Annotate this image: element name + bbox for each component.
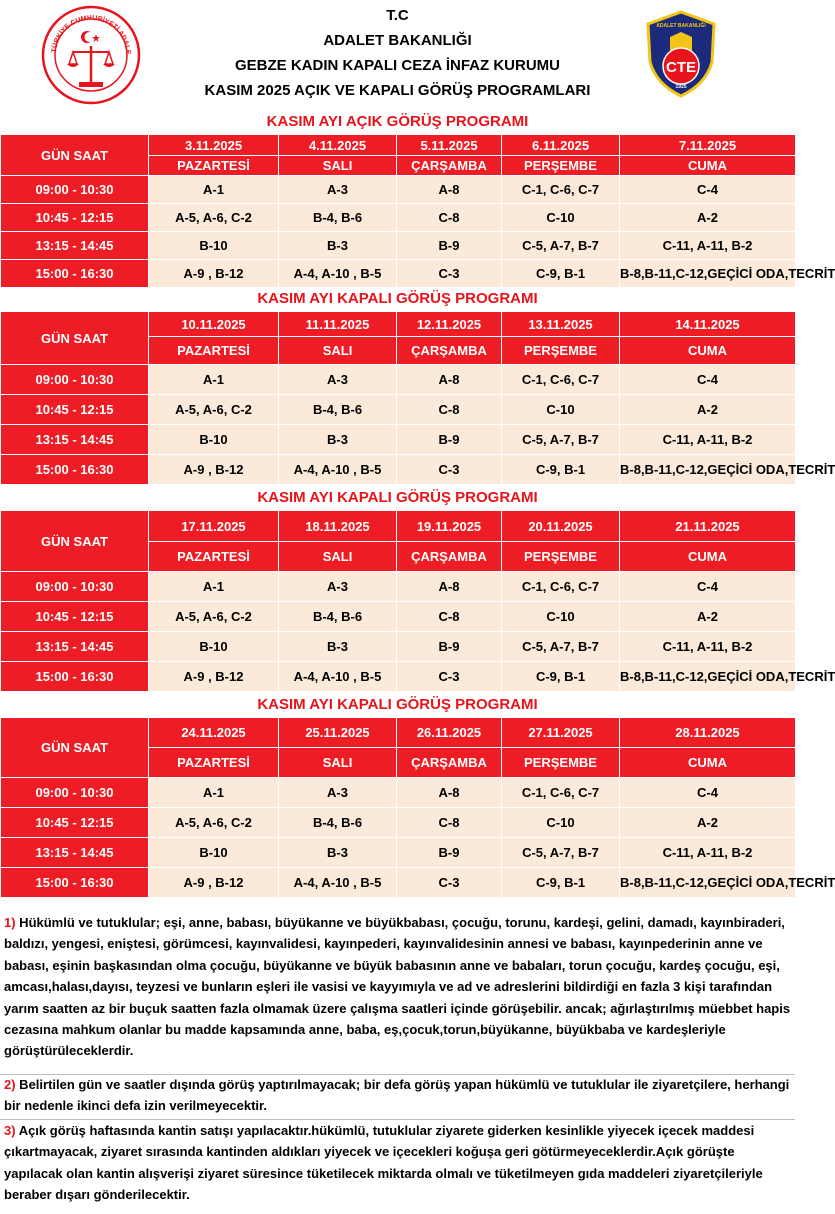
- schedule-table: [0, 510, 835, 692]
- day-header: CUMA: [620, 748, 796, 778]
- table-row: [1, 204, 796, 232]
- date-header: 17.11.2025: [149, 511, 279, 542]
- ward-cell: B-10: [149, 425, 279, 455]
- badge-cte-text: CTE: [666, 59, 696, 76]
- ward-cell: B-8,B-11,C-12,GEÇİCİ ODA,TECRİT: [620, 260, 796, 288]
- ward-cell: A-3: [279, 778, 397, 808]
- date-header: 7.11.2025: [620, 135, 796, 156]
- note-number: 1): [4, 915, 16, 930]
- time-slot-cell: 10:45 - 12:15: [1, 395, 149, 425]
- ward-cell: B-9: [397, 425, 502, 455]
- ward-cell: B-10: [149, 632, 279, 662]
- day-header: PAZARTESİ: [149, 542, 279, 572]
- page-header: [0, 0, 795, 108]
- ward-cell: B-10: [149, 232, 279, 260]
- schedule-table: [0, 717, 835, 898]
- time-slot-cell: 13:15 - 14:45: [1, 425, 149, 455]
- schedule-table: [0, 134, 835, 288]
- day-header: PAZARTESİ: [149, 337, 279, 365]
- ward-cell: B-10: [149, 838, 279, 868]
- note-text: Hükümlü ve tutuklular; eşi, anne, babası, büyükanne ve büyükbabası, çocuğu, torunu, kardeşi, gelini, damadı, kayınbiraderi, baldızı, yengesi, eniştesi, görümcesi, kayınvalidesi, kayınpederi, kayınvalidesinin annesi ve babası, kayınpederinin anne ve babası, eşinin başkasından olma çocuğu, büyükanne ve büyük babasının anne ve babaları, torun çocuğu, kardeş çocuğu, eşi, amcası,halası,dayısı, teyzesi ve bunların eşleri ile vasisi ve kayyımıyla ve ad ve adreslerini bildirdiği en fazla 3 kişi tarafından yarım saatten az bir buçuk saatten fazla olmamak üzere çalışma saatleri içinde görüşebilir. ancak; ağırlaştırılmış müebbet hapis cezasına mahkum olanlar bu madde kapsamında anne, baba, eş,çocuk,torun,büyükanne, büyükbaba ve kardeşleriyle görüştürüleceklerdir.: [4, 915, 791, 1059]
- ward-cell: B-9: [397, 232, 502, 260]
- table-row: [1, 602, 796, 632]
- ward-cell: A-8: [397, 365, 502, 395]
- ward-cell: A-5, A-6, C-2: [149, 808, 279, 838]
- time-slot-cell: 15:00 - 16:30: [1, 260, 149, 288]
- day-header: CUMA: [620, 542, 796, 572]
- ward-cell: C-10: [502, 602, 620, 632]
- ward-cell: C-4: [620, 572, 796, 602]
- table-row: [1, 868, 796, 898]
- seal-text: TÜRKİYE CUMHURİYETİ ADALE: [51, 14, 132, 55]
- ward-cell: A-9 , B-12: [149, 455, 279, 485]
- ward-cell: B-8,B-11,C-12,GEÇİCİ ODA,TECRİT: [620, 662, 796, 692]
- ward-cell: C-4: [620, 176, 796, 204]
- ward-cell: A-4, A-10 , B-5: [279, 662, 397, 692]
- ward-cell: B-8,B-11,C-12,GEÇİCİ ODA,TECRİT: [620, 455, 796, 485]
- ward-cell: C-10: [502, 395, 620, 425]
- day-header: PAZARTESİ: [149, 156, 279, 176]
- date-header: 13.11.2025: [502, 312, 620, 337]
- time-slot-cell: 09:00 - 10:30: [1, 572, 149, 602]
- time-slot-cell: 13:15 - 14:45: [1, 632, 149, 662]
- ward-cell: C-11, A-11, B-2: [620, 425, 796, 455]
- day-header: ÇARŞAMBA: [397, 748, 502, 778]
- date-header: 25.11.2025: [279, 718, 397, 748]
- ward-cell: B-4, B-6: [279, 395, 397, 425]
- table-row: [1, 260, 796, 288]
- table-row: [1, 778, 796, 808]
- note-number: 2): [4, 1077, 16, 1092]
- ward-cell: C-9, B-1: [502, 868, 620, 898]
- ward-cell: C-3: [397, 662, 502, 692]
- date-header: 19.11.2025: [397, 511, 502, 542]
- date-header-row: [1, 511, 796, 542]
- table-row: [1, 838, 796, 868]
- day-header: PERŞEMBE: [502, 748, 620, 778]
- day-header: SALI: [279, 156, 397, 176]
- day-header: ÇARŞAMBA: [397, 337, 502, 365]
- ward-cell: C-1, C-6, C-7: [502, 176, 620, 204]
- date-header: 28.11.2025: [620, 718, 796, 748]
- ward-cell: A-2: [620, 204, 796, 232]
- date-header: 12.11.2025: [397, 312, 502, 337]
- ward-cell: C-3: [397, 868, 502, 898]
- table-row: [1, 572, 796, 602]
- ward-cell: A-4, A-10 , B-5: [279, 260, 397, 288]
- ward-cell: B-3: [279, 425, 397, 455]
- ward-cell: A-4, A-10 , B-5: [279, 868, 397, 898]
- ward-cell: A-1: [149, 176, 279, 204]
- time-slot-cell: 13:15 - 14:45: [1, 838, 149, 868]
- day-header: SALI: [279, 542, 397, 572]
- ward-cell: A-5, A-6, C-2: [149, 395, 279, 425]
- time-slot-cell: 13:15 - 14:45: [1, 232, 149, 260]
- day-header: PERŞEMBE: [502, 337, 620, 365]
- header-line-institution: GEBZE KADIN KAPALI CEZA İNFAZ KURUMU: [235, 57, 560, 74]
- ward-cell: C-11, A-11, B-2: [620, 632, 796, 662]
- date-header: 18.11.2025: [279, 511, 397, 542]
- corner-header: GÜN SAAT: [1, 312, 149, 365]
- date-header: 26.11.2025: [397, 718, 502, 748]
- header-line-program-title: KASIM 2025 AÇIK VE KAPALI GÖRÜŞ PROGRAMLARI: [204, 82, 591, 99]
- ward-cell: A-2: [620, 395, 796, 425]
- time-slot-cell: 09:00 - 10:30: [1, 778, 149, 808]
- table-row: [1, 455, 796, 485]
- time-slot-cell: 09:00 - 10:30: [1, 176, 149, 204]
- section-title: KASIM AYI KAPALI GÖRÜŞ PROGRAMI: [0, 287, 795, 311]
- date-header: 10.11.2025: [149, 312, 279, 337]
- table-row: [1, 808, 796, 838]
- ward-cell: A-9 , B-12: [149, 868, 279, 898]
- date-header: 20.11.2025: [502, 511, 620, 542]
- day-header: ÇARŞAMBA: [397, 542, 502, 572]
- date-header: 3.11.2025: [149, 135, 279, 156]
- corner-header: GÜN SAAT: [1, 135, 149, 176]
- ward-cell: A-8: [397, 778, 502, 808]
- ward-cell: C-1, C-6, C-7: [502, 365, 620, 395]
- date-header: 21.11.2025: [620, 511, 796, 542]
- day-header: ÇARŞAMBA: [397, 156, 502, 176]
- ward-cell: B-4, B-6: [279, 204, 397, 232]
- note-text: Belirtilen gün ve saatler dışında görüş yaptırılmayacak; bir defa görüş yapan hükümlü ve tutuklular ile ziyaretçilere, herhangi bir nedenle ikinci defa izin verilmeyecektir.: [4, 1077, 790, 1114]
- ward-cell: A-9 , B-12: [149, 260, 279, 288]
- date-header-row: [1, 312, 796, 337]
- ward-cell: C-4: [620, 778, 796, 808]
- ward-cell: C-9, B-1: [502, 662, 620, 692]
- date-header: 14.11.2025: [620, 312, 796, 337]
- ward-cell: A-1: [149, 572, 279, 602]
- ward-cell: A-2: [620, 602, 796, 632]
- day-header: PERŞEMBE: [502, 542, 620, 572]
- table-row: [1, 232, 796, 260]
- ward-cell: A-3: [279, 572, 397, 602]
- ward-cell: C-11, A-11, B-2: [620, 838, 796, 868]
- time-slot-cell: 10:45 - 12:15: [1, 602, 149, 632]
- table-row: [1, 662, 796, 692]
- note-2: [4, 1074, 791, 1117]
- header-line-tc: T.C: [386, 7, 409, 24]
- corner-header: GÜN SAAT: [1, 718, 149, 778]
- section-title: KASIM AYI KAPALI GÖRÜŞ PROGRAMI: [0, 693, 795, 717]
- table-row: [1, 425, 796, 455]
- ward-cell: C-9, B-1: [502, 260, 620, 288]
- date-header-row: [1, 718, 796, 748]
- ward-cell: C-9, B-1: [502, 455, 620, 485]
- ward-cell: B-9: [397, 838, 502, 868]
- ward-cell: C-8: [397, 602, 502, 632]
- time-slot-cell: 15:00 - 16:30: [1, 868, 149, 898]
- day-header: CUMA: [620, 337, 796, 365]
- table-row: [1, 395, 796, 425]
- section-title: KASIM AYI AÇIK GÖRÜŞ PROGRAMI: [0, 110, 795, 134]
- ward-cell: A-8: [397, 572, 502, 602]
- day-header: SALI: [279, 337, 397, 365]
- date-header: 24.11.2025: [149, 718, 279, 748]
- ward-cell: C-8: [397, 808, 502, 838]
- table-row: [1, 632, 796, 662]
- ward-cell: C-1, C-6, C-7: [502, 572, 620, 602]
- ward-cell: C-10: [502, 808, 620, 838]
- day-header: SALI: [279, 748, 397, 778]
- ward-cell: B-8,B-11,C-12,GEÇİCİ ODA,TECRİT: [620, 868, 796, 898]
- time-slot-cell: 15:00 - 16:30: [1, 662, 149, 692]
- notes-section: [0, 898, 795, 1214]
- note-1: [4, 912, 791, 1062]
- ward-cell: B-3: [279, 232, 397, 260]
- time-slot-cell: 10:45 - 12:15: [1, 808, 149, 838]
- section-title: KASIM AYI KAPALI GÖRÜŞ PROGRAMI: [0, 486, 795, 510]
- ward-cell: C-5, A-7, B-7: [502, 232, 620, 260]
- ward-cell: B-4, B-6: [279, 808, 397, 838]
- schedule-table: [0, 311, 835, 485]
- date-header: 6.11.2025: [502, 135, 620, 156]
- date-header: 4.11.2025: [279, 135, 397, 156]
- note-text: Açık görüş haftasında kantin satışı yapılacaktır.hükümlü, tutuklular ziyarete giderken kesinlikle yiyecek içecek maddesi çıkartmayacak, ziyaret sırasında kantinden aldıkları yiyecek ve içecekleri koğuşa geri götürmeyeceklerdir.Açık görüşte yapılacak olan kantin alışverişi ziyaret süresince tüketilecek miktarda olmalı ve tüketilmeyen gıda maddeleri ziyaretçileriyle beraber dışarı gönderilecektir.: [4, 1123, 763, 1203]
- ward-cell: A-9 , B-12: [149, 662, 279, 692]
- table-row: [1, 365, 796, 395]
- ward-cell: A-5, A-6, C-2: [149, 602, 279, 632]
- date-header-row: [1, 135, 796, 156]
- day-header: CUMA: [620, 156, 796, 176]
- ward-cell: C-8: [397, 395, 502, 425]
- ward-cell: A-8: [397, 176, 502, 204]
- date-header: 11.11.2025: [279, 312, 397, 337]
- time-slot-cell: 15:00 - 16:30: [1, 455, 149, 485]
- ward-cell: A-1: [149, 778, 279, 808]
- ward-cell: B-3: [279, 632, 397, 662]
- ward-cell: C-10: [502, 204, 620, 232]
- note-3: [4, 1120, 791, 1206]
- ward-cell: C-5, A-7, B-7: [502, 838, 620, 868]
- ward-cell: C-5, A-7, B-7: [502, 632, 620, 662]
- ward-cell: B-4, B-6: [279, 602, 397, 632]
- cte-badge-logo: [646, 10, 716, 98]
- ward-cell: B-3: [279, 838, 397, 868]
- ward-cell: C-4: [620, 365, 796, 395]
- ward-cell: A-3: [279, 176, 397, 204]
- badge-top-text: ADALET BAKANLIĞI: [656, 23, 706, 29]
- corner-header: GÜN SAAT: [1, 511, 149, 572]
- header-line-ministry: ADALET BAKANLIĞI: [323, 32, 472, 49]
- ward-cell: C-8: [397, 204, 502, 232]
- note-number: 3): [4, 1123, 16, 1138]
- date-header: 5.11.2025: [397, 135, 502, 156]
- time-slot-cell: 10:45 - 12:15: [1, 204, 149, 232]
- ward-cell: A-1: [149, 365, 279, 395]
- ward-cell: C-3: [397, 260, 502, 288]
- ward-cell: A-3: [279, 365, 397, 395]
- ward-cell: C-5, A-7, B-7: [502, 425, 620, 455]
- day-header: PERŞEMBE: [502, 156, 620, 176]
- time-slot-cell: 09:00 - 10:30: [1, 365, 149, 395]
- date-header: 27.11.2025: [502, 718, 620, 748]
- ward-cell: A-5, A-6, C-2: [149, 204, 279, 232]
- ward-cell: A-4, A-10 , B-5: [279, 455, 397, 485]
- badge-year-text: 1925: [675, 84, 687, 90]
- table-row: [1, 176, 796, 204]
- ward-cell: A-2: [620, 808, 796, 838]
- day-header: PAZARTESİ: [149, 748, 279, 778]
- ward-cell: C-1, C-6, C-7: [502, 778, 620, 808]
- ward-cell: C-3: [397, 455, 502, 485]
- ward-cell: C-11, A-11, B-2: [620, 232, 796, 260]
- ward-cell: B-9: [397, 632, 502, 662]
